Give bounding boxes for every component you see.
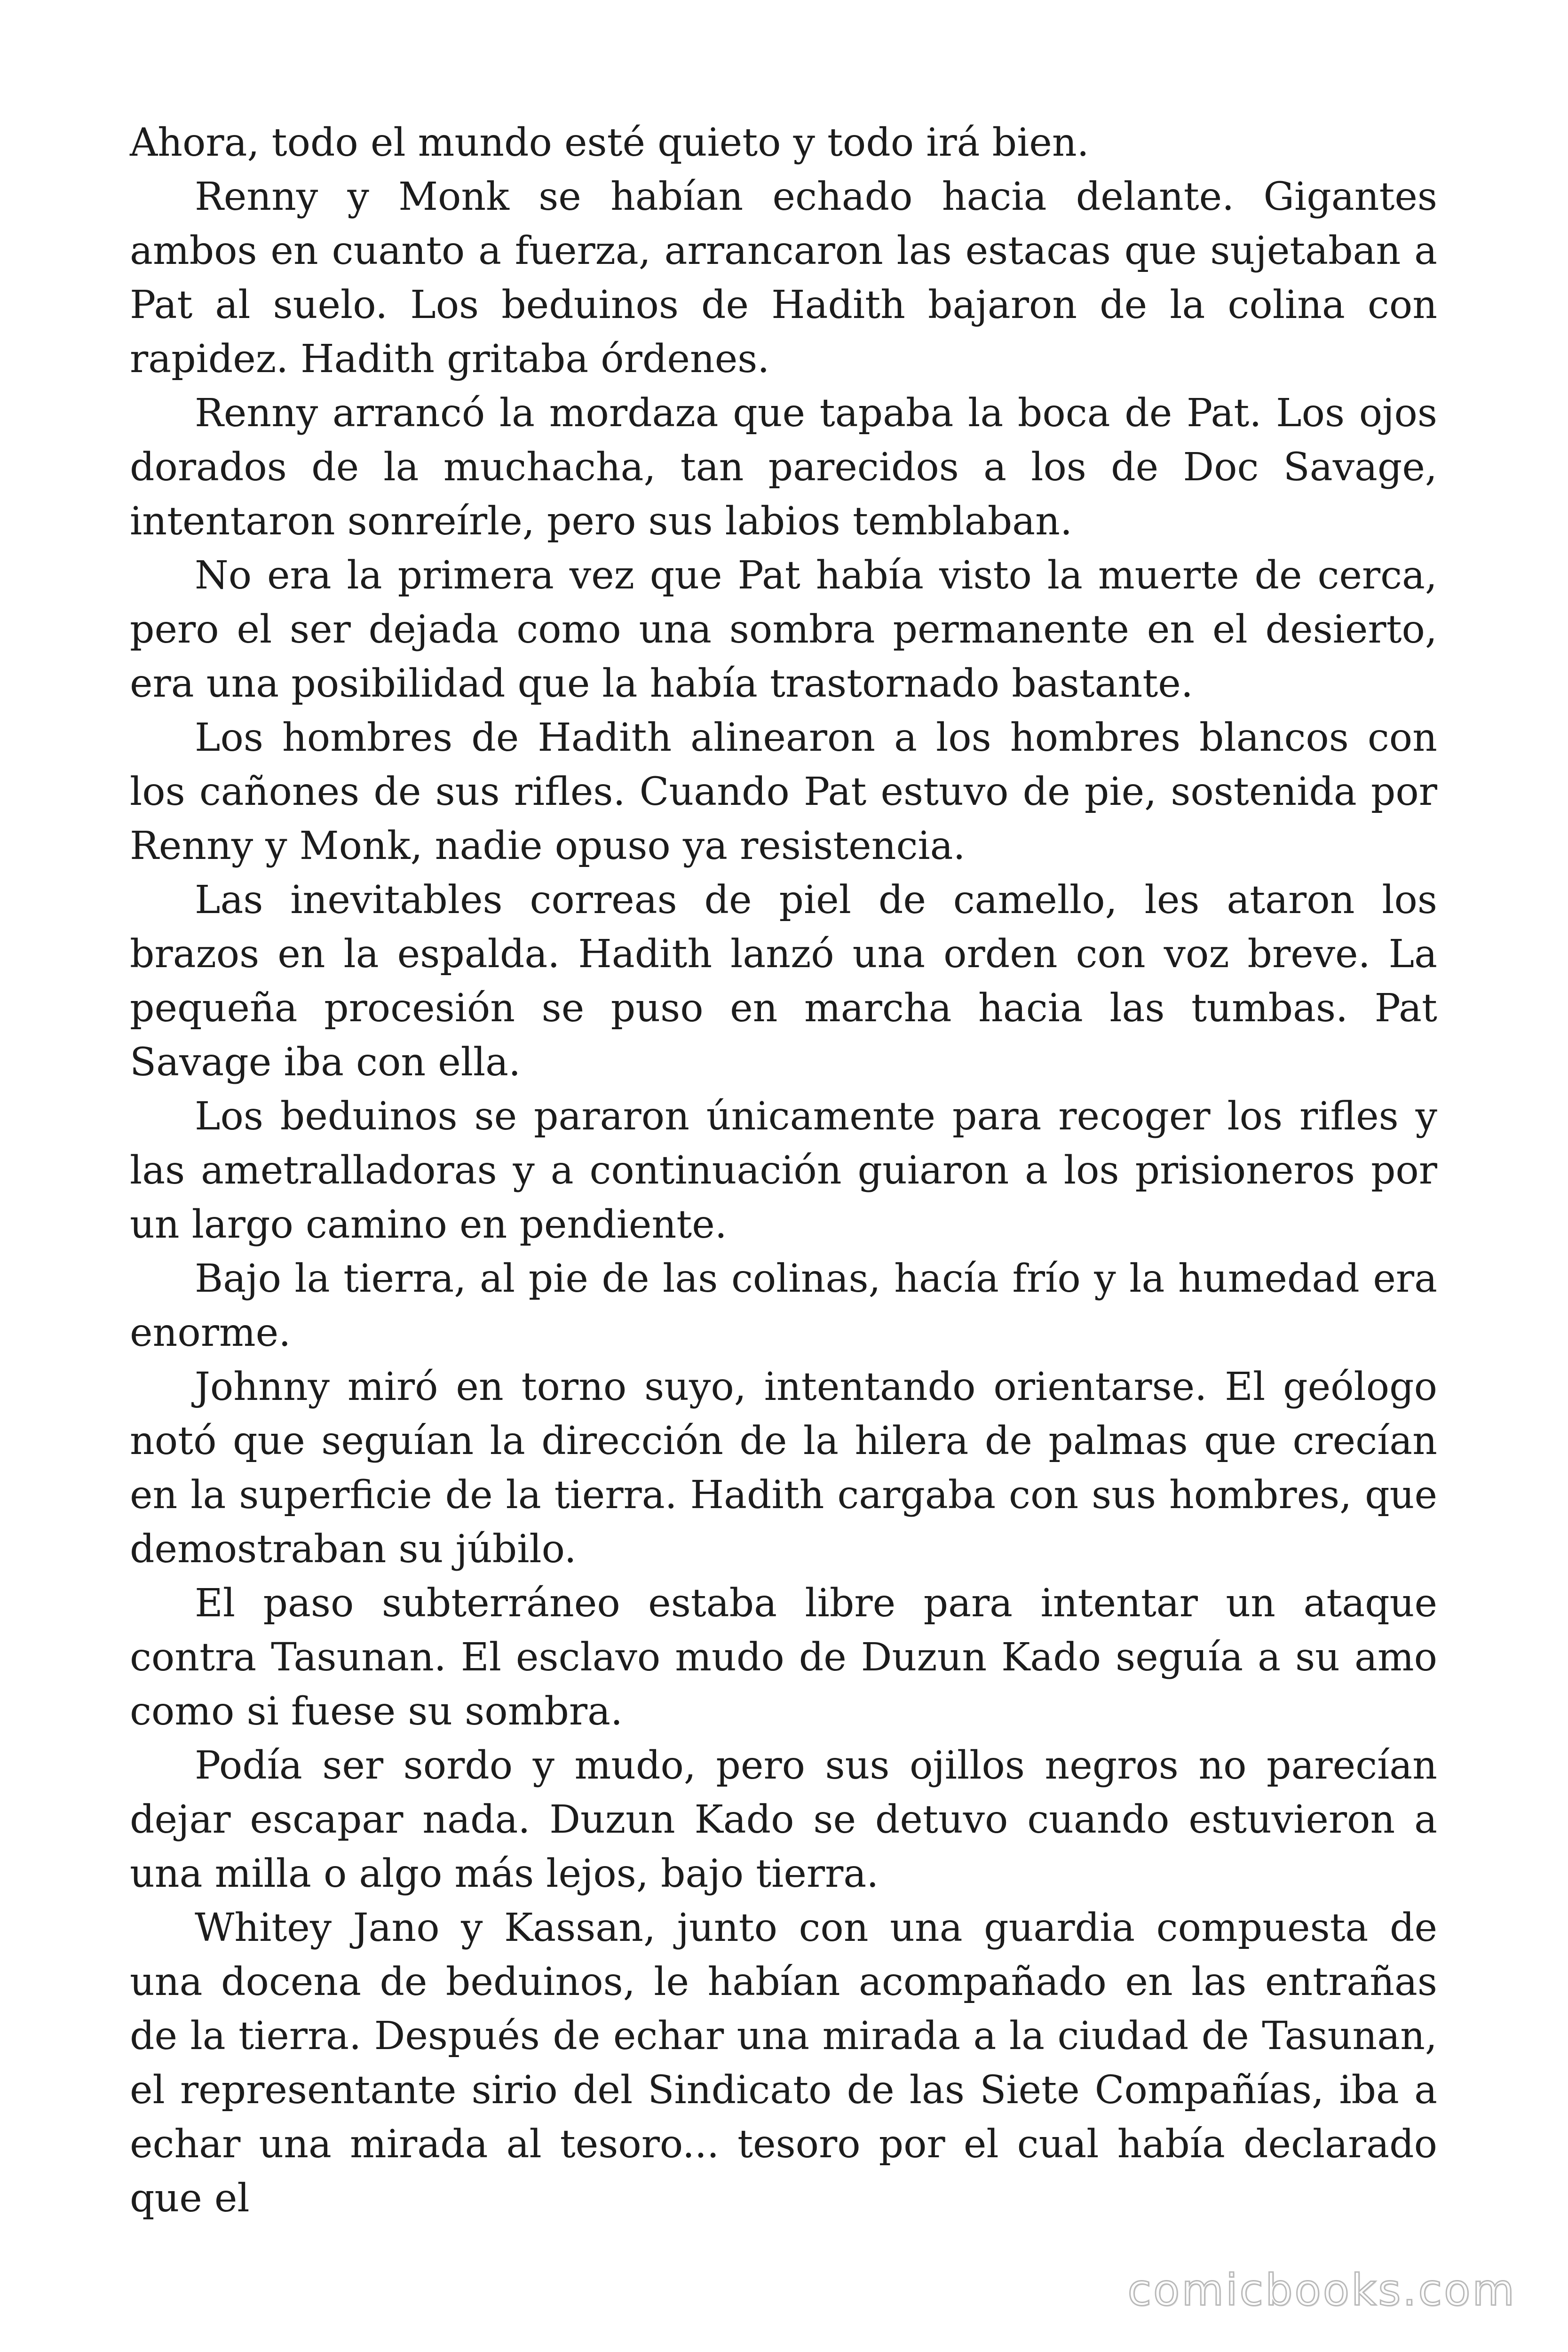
paragraph-1: Ahora, todo el mundo esté quieto y todo irá bien. — [130, 120, 1089, 165]
paragraph-7: Los beduinos se pararon únicamente para recoger los rifles y las ametralladoras y a continuación guiaron a los prisioneros por un largo camino en pendiente. — [130, 1094, 1437, 1247]
paragraph-4: No era la primera vez que Pat había visto la muerte de cerca, pero el ser dejada como una sombra permanente en el desierto, era una posibilidad que la había trastornado bastante. — [130, 553, 1437, 706]
paragraph-5: Los hombres de Hadith alinearon a los hombres blancos con los cañones de sus rifles. Cuando Pat estuvo de pie, sostenida por Renny y Monk, nadie opuso ya resistencia. — [130, 715, 1437, 868]
paragraph-11: Podía ser sordo y mudo, pero sus ojillos negros no parecían dejar escapar nada. Duzun Kado se detuvo cuando estuvieron a una milla o algo más lejos, bajo tierra. — [130, 1743, 1437, 1896]
paragraph-6: Las inevitables correas de piel de camello, les ataron los brazos en la espalda. Hadith lanzó una orden con voz breve. La pequeña procesión se puso en marcha hacia las tumbas. Pat Savage iba con ella. — [130, 878, 1437, 1085]
paragraph-9: Johnny miró en torno suyo, intentando orientarse. El geólogo notó que seguían la dirección de la hilera de palmas que crecían en la superficie de la tierra. Hadith cargaba con sus hombres, que demostraban su júbilo. — [130, 1365, 1437, 1572]
paragraph-3: Renny arrancó la mordaza que tapaba la boca de Pat. Los ojos dorados de la muchacha, tan parecidos a los de Doc Savage, intentaron sonreírle, pero sus labios temblaban. — [130, 391, 1437, 544]
paragraph-8: Bajo la tierra, al pie de las colinas, hacía frío y la humedad era enorme. — [130, 1256, 1437, 1355]
paragraph-12: Whitey Jano y Kassan, junto con una guardia compuesta de una docena de beduinos, le habían acompañado en las entrañas de la tierra. Después de echar una mirada a la ciudad de Tasunan, el representante sirio del Sindicato de las Siete Compañías, iba a echar una mirada al tesoro... tesoro por el cual había declarado que el — [130, 1906, 1437, 2221]
text-column — [130, 116, 1437, 2225]
paragraph-10: El paso subterráneo estaba libre para intentar un ataque contra Tasunan. El esclavo mudo de Duzun Kado seguía a su amo como si fuese su sombra. — [130, 1581, 1437, 1734]
paragraph-2: Renny y Monk se habían echado hacia delante. Gigantes ambos en cuanto a fuerza, arrancaron las estacas que sujetaban a Pat al suelo. Los beduinos de Hadith bajaron de la colina con rapidez. Hadith gritaba órdenes. — [130, 175, 1437, 381]
watermark: comicbooks.com — [1127, 2265, 1516, 2315]
